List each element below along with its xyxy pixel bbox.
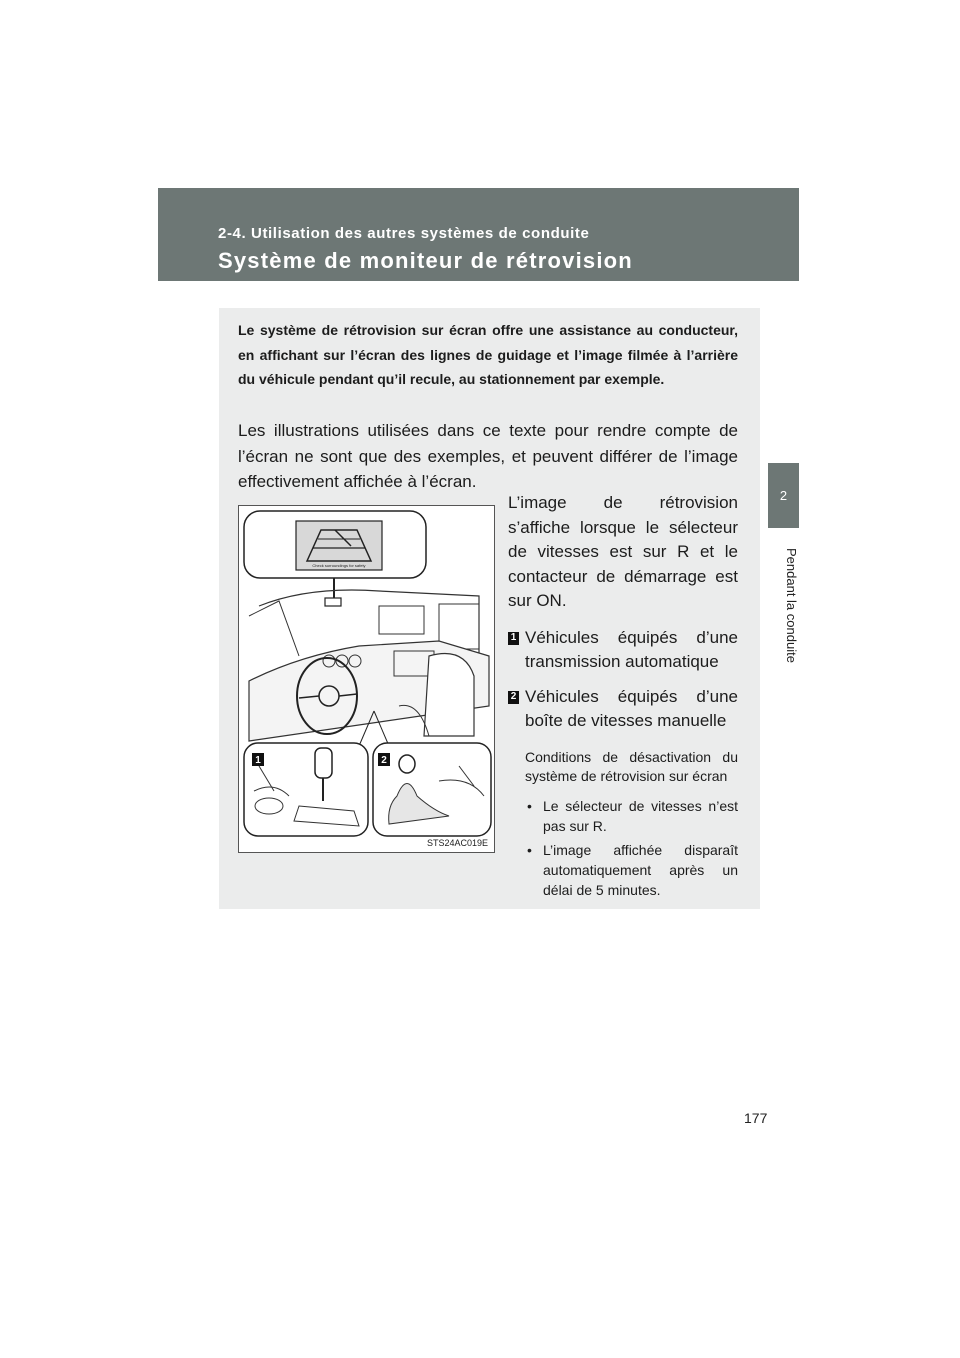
list-item: • Le sélecteur de vitesses n’est pas sur R. — [525, 796, 738, 836]
badge-2: 2 — [508, 691, 519, 704]
intro-paragraph: Le système de rétrovision sur écran offre une assistance au conducteur, en affichant sur l’écran des lignes de guidage et l’image filmée à l’arrière du véhicule pendant qu’il recule, au stationnement par exemple. — [238, 322, 738, 387]
list-item-text: Véhicules équipés d’une transmission automatique — [525, 627, 738, 671]
svg-text:2: 2 — [381, 755, 387, 766]
svg-text:1: 1 — [255, 755, 261, 766]
right-column — [508, 491, 738, 904]
section-heading: 2-4. Utilisation des autres systèmes de conduite — [218, 225, 590, 242]
chapter-number: 2 — [779, 488, 788, 503]
section-header — [158, 188, 799, 281]
body-paragraph: Les illustrations utilisées dans ce texte pour rendre compte de l’écran ne sont que des exemples, et peuvent différer de l’image effectivement affichée à l’écran. — [238, 421, 738, 491]
list-item-text: Véhicules équipés d’une boîte de vitesses manuelle — [525, 686, 738, 730]
illustration-code: STS24AC019E — [426, 838, 488, 848]
list-item — [508, 626, 738, 675]
dashboard-illustration — [238, 505, 495, 853]
page-title: Système de moniteur de rétrovision — [218, 248, 633, 273]
screen-text: Check surroundings for safety — [312, 563, 366, 568]
page-number: 177 — [744, 1110, 768, 1126]
list-item: • L’image affichée disparaît automatiquement après un délai de 5 minutes. — [525, 840, 738, 900]
display-condition-paragraph: L’image de rétrovision s’affiche lorsque le sélecteur de vitesses est sur R et le contacteur de démarrage est sur ON. — [508, 493, 738, 610]
conditions-title: Conditions de désactivation du système de rétrovision sur écran — [525, 748, 738, 784]
chapter-label: Pendant la conduite — [784, 547, 799, 663]
badge-1: 1 — [508, 632, 519, 645]
conditions-list — [508, 796, 738, 900]
dashboard-illustration-drawing — [239, 506, 495, 853]
list-item — [508, 685, 738, 734]
chapter-tab[interactable] — [768, 463, 799, 528]
